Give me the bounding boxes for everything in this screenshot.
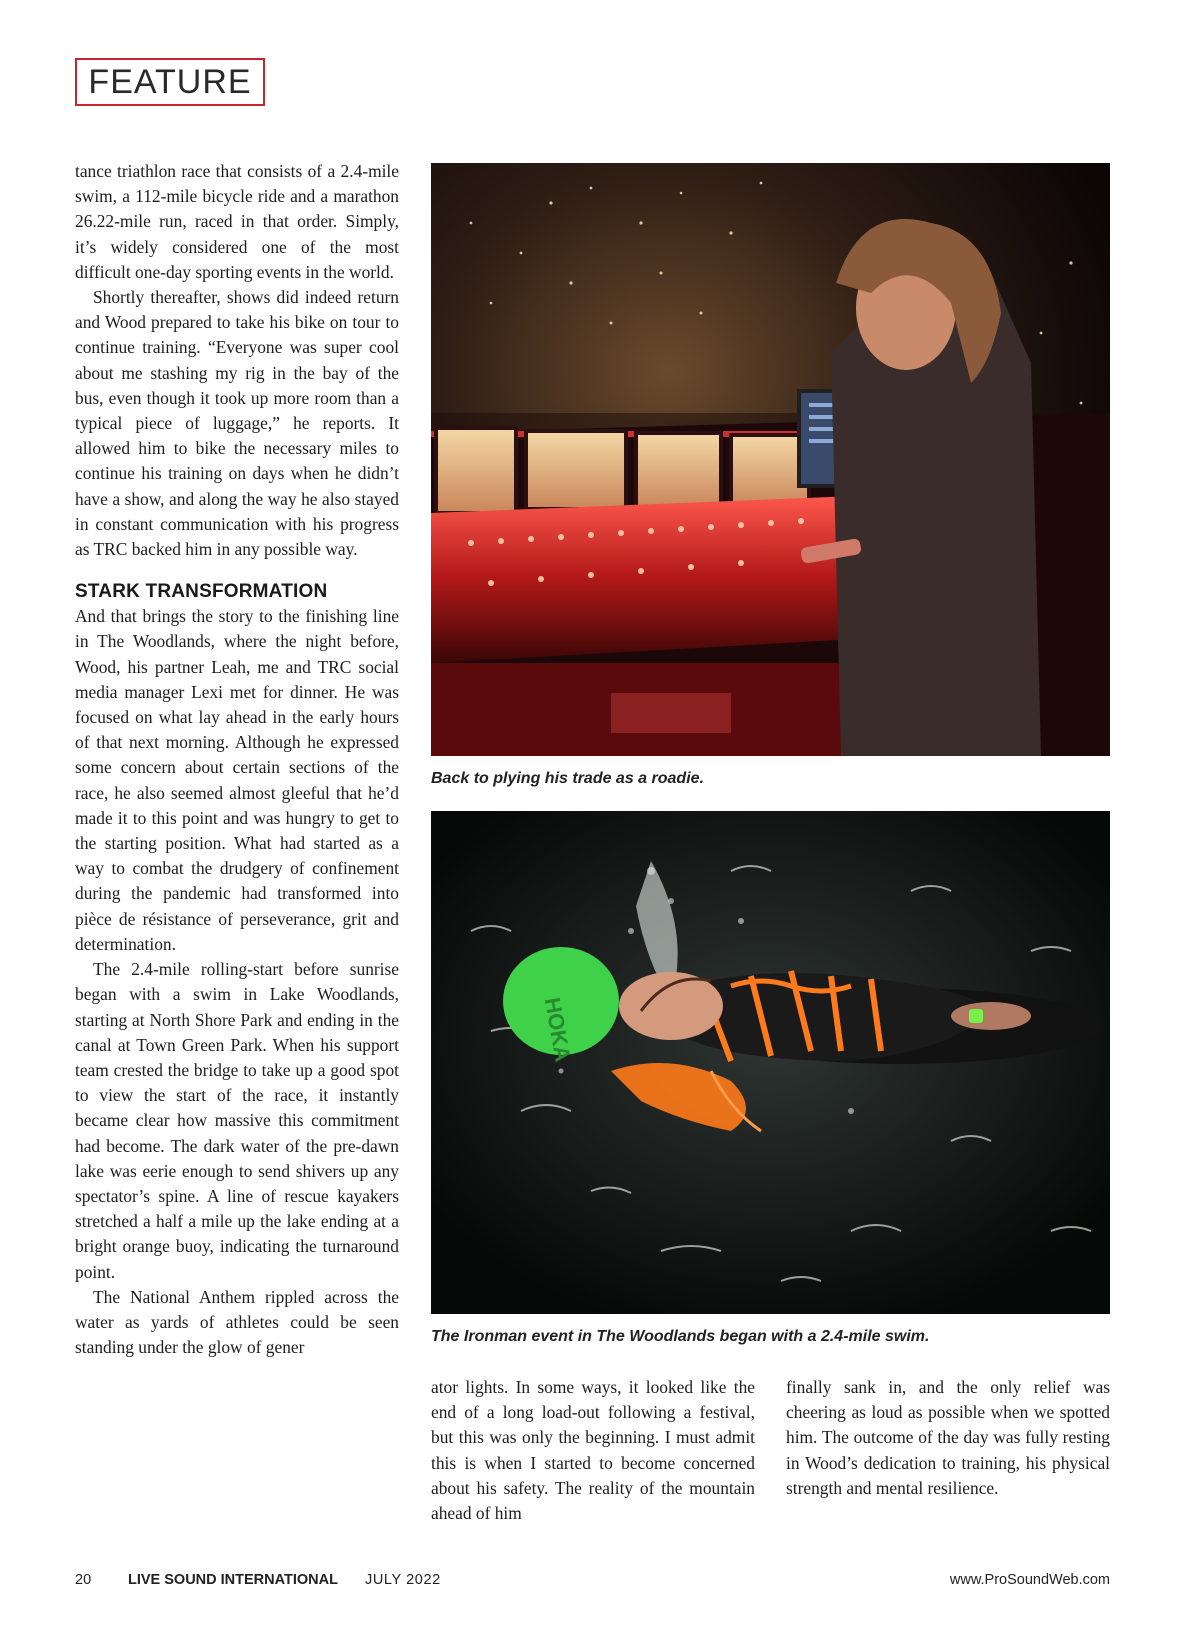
section-subhead: STARK TRANSFORMATION [75,581,328,603]
article-paragraph: finally sank in, and the only relief was cheering as loud as possible when we spotted him. The outcome of the day was fully resting in Wood’s dedication to training, his physical strength and mental resilience. [786,1377,1110,1498]
article-paragraph: ator lights. In some ways, it looked like the end of a long load-out following a festival, but this was only the beginning. I must admit this is when I started to become concerned about his safety. The reality of the mountain ahead of him [431,1377,755,1524]
issue-date: JULY 2022 [365,1572,441,1588]
magazine-title: LIVE SOUND INTERNATIONAL [128,1572,338,1588]
section-label: FEATURE [75,58,265,106]
article-column-left [75,159,399,1360]
roadie-photo-caption: Back to plying his trade as a roadie. [431,770,704,787]
page-number: 20 [75,1572,92,1588]
article-column-right [786,1375,1110,1501]
page-footer [75,1572,1110,1594]
article-paragraph: The National Anthem rippled across the water as yards of athletes could be seen standing under the glow of gener [75,1286,399,1358]
swim-cap-logo: HOKA [539,995,576,1064]
article-paragraph: tance triathlon race that consists of a 2.4-mile swim, a 112-mile bicycle ride and a marathon 26.22-mile run, raced in that order. Simply, it’s widely considered one of the most difficult one-day sporting events in the world. [75,161,399,282]
article-paragraph: And that brings the story to the finishing line in The Woodlands, where the night before, Wood, his partner Leah, me and TRC social media manager Lexi met for dinner. He was focused on what lay ahead in the early hours of that next morning. Although he expressed some concern about certain sections of the race, he also seemed almost gleeful that he’d made it to this point and was hungry to get to the starting position. What had started as a way to combat the drudgery of confinement during the pandemic had transformed into pièce de résistance of perseverance, grit and determination. [75,606,399,954]
website-url: www.ProSoundWeb.com [949,1572,1110,1588]
article-paragraph: The 2.4-mile rolling-start before sunrise began with a swim in Lake Woodlands, starting at North Shore Park and ending in the canal at Town Green Park. When his support team crested the bridge to take up a good spot to view the start of the race, it instantly became clear how massive this commitment had become. The dark water of the pre-dawn lake was eerie enough to send shivers up any spectator’s spine. A line of rescue kayakers stretched a half a mile up the lake ending at a bright orange buoy, indicating the turnaround point. [75,959,399,1282]
roadie-photo [431,163,1110,756]
swim-photo [431,811,1110,1314]
article-column-middle [431,1375,755,1526]
article-paragraph: Shortly thereafter, shows did indeed return and Wood prepared to take his bike on tour to continue training. “Everyone was super cool about me stashing my rig in the bay of the bus, even though it took up more room than a typical piece of luggage,” he reports. It allowed him to bike the necessary miles to continue his training on days when he didn’t have a show, and along the way he also stayed in constant communication with his progress as TRC backed him in any possible way. [75,287,399,560]
swim-photo-caption: The Ironman event in The Woodlands began with a 2.4-mile swim. [431,1328,930,1345]
